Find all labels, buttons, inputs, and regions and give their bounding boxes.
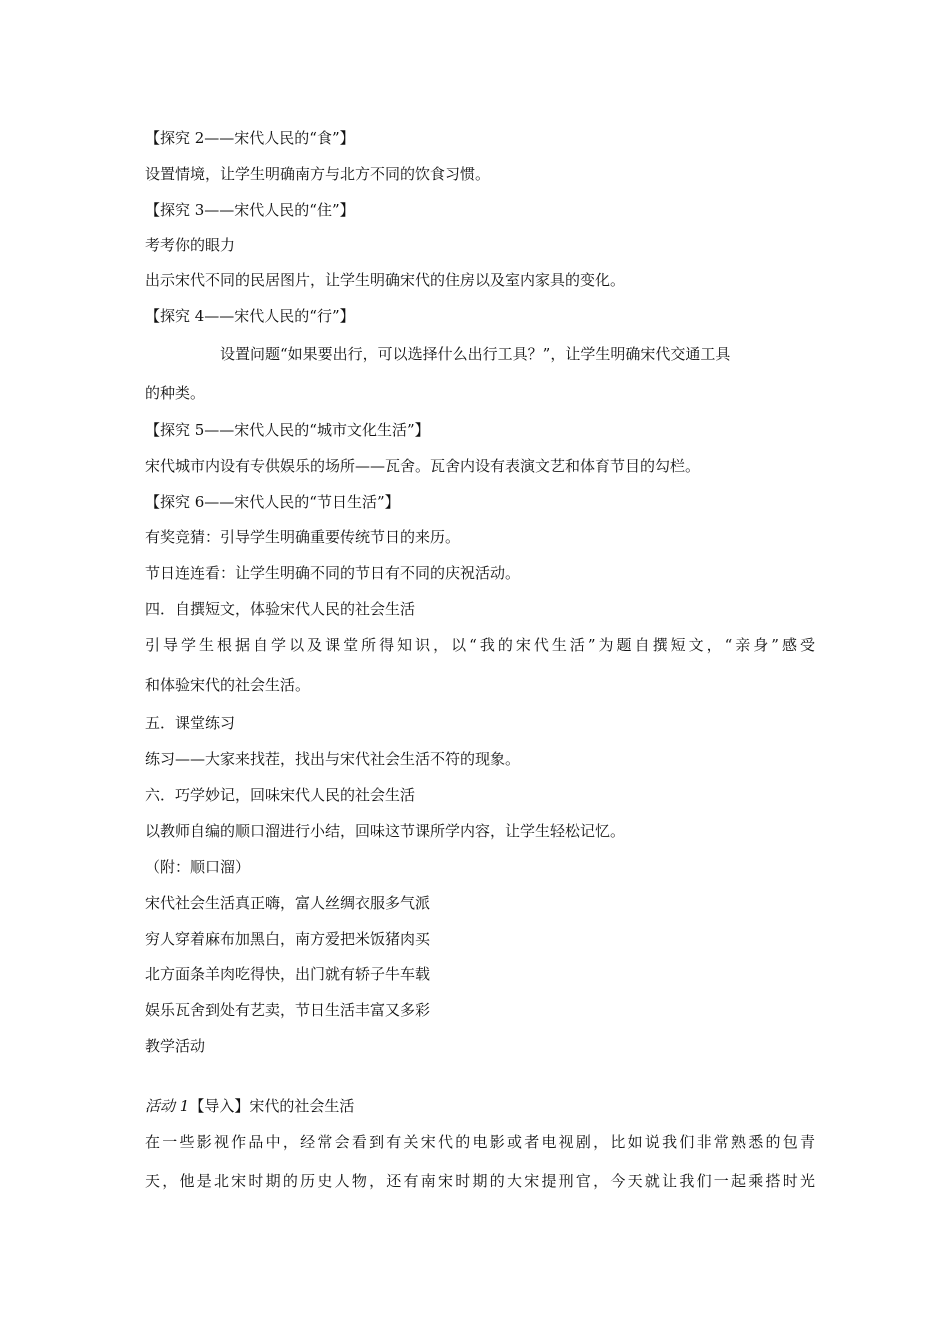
section-heading-5: 五．课堂练习	[145, 714, 236, 732]
poem-line: 北方面条羊肉吃得快，出门就有轿子牛车载	[145, 965, 431, 983]
paragraph: （附：顺口溜）	[145, 858, 251, 876]
activity-title: 【导入】宋代的社会生活	[189, 1097, 355, 1115]
paragraph: 以教师自编的顺口溜进行小结，回味这节课所学内容，让学生轻松记忆。	[145, 822, 626, 840]
paragraph: 和体验宋代的社会生活。	[145, 676, 311, 694]
paragraph: 的种类。	[145, 384, 206, 402]
paragraph: 设置问题“如果要出行，可以选择什么出行工具？”，让学生明确宋代交通工具	[220, 345, 731, 363]
heading-explore-2: 【探究 2——宋代人民的“食”】	[145, 129, 355, 147]
section-heading-4: 四．自撰短文，体验宋代人民的社会生活	[145, 600, 416, 618]
paragraph: 考考你的眼力	[145, 236, 236, 254]
paragraph: 宋代城市内设有专供娱乐的场所——瓦舍。瓦舍内设有表演文艺和体育节目的勾栏。	[145, 457, 701, 475]
heading-explore-6: 【探究 6——宋代人民的“节日生活”】	[145, 493, 400, 511]
paragraph: 节日连连看：让学生明确不同的节日有不同的庆祝活动。	[145, 564, 521, 582]
activity-heading	[145, 1096, 815, 1116]
section-heading-6: 六．巧学妙记，回味宋代人民的社会生活	[145, 786, 416, 804]
paragraph: 设置情境，让学生明确南方与北方不同的饮食习惯。	[145, 165, 491, 183]
heading-explore-4: 【探究 4——宋代人民的“行”】	[145, 307, 355, 325]
heading-explore-3: 【探究 3——宋代人民的“住”】	[145, 201, 355, 219]
paragraph: 天，他是北宋时期的历史人物，还有南宋时期的大宋提刑官，今天就让我们一起乘搭时光	[145, 1172, 815, 1190]
section-label: 教学活动	[145, 1037, 206, 1055]
paragraph: 有奖竞猜：引导学生明确重要传统节日的来历。	[145, 528, 461, 546]
paragraph: 在一些影视作品中，经常会看到有关宋代的电影或者电视剧，比如说我们非常熟悉的包青	[145, 1133, 815, 1151]
poem-line: 宋代社会生活真正嗨，富人丝绸衣服多气派	[145, 894, 431, 912]
paragraph: 引导学生根据自学以及课堂所得知识，以“我的宋代生活”为题自撰短文，“亲身”感受	[145, 636, 815, 654]
poem-line: 娱乐瓦舍到处有艺卖，节日生活丰富又多彩	[145, 1001, 431, 1019]
paragraph: 出示宋代不同的民居图片，让学生明确宋代的住房以及室内家具的变化。	[145, 271, 626, 289]
paragraph: 练习——大家来找茬，找出与宋代社会生活不符的现象。	[145, 750, 521, 768]
heading-explore-5: 【探究 5——宋代人民的“城市文化生活”】	[145, 421, 430, 439]
activity-label: 活动 1	[145, 1097, 190, 1115]
poem-line: 穷人穿着麻布加黑白，南方爱把米饭猪肉买	[145, 930, 431, 948]
